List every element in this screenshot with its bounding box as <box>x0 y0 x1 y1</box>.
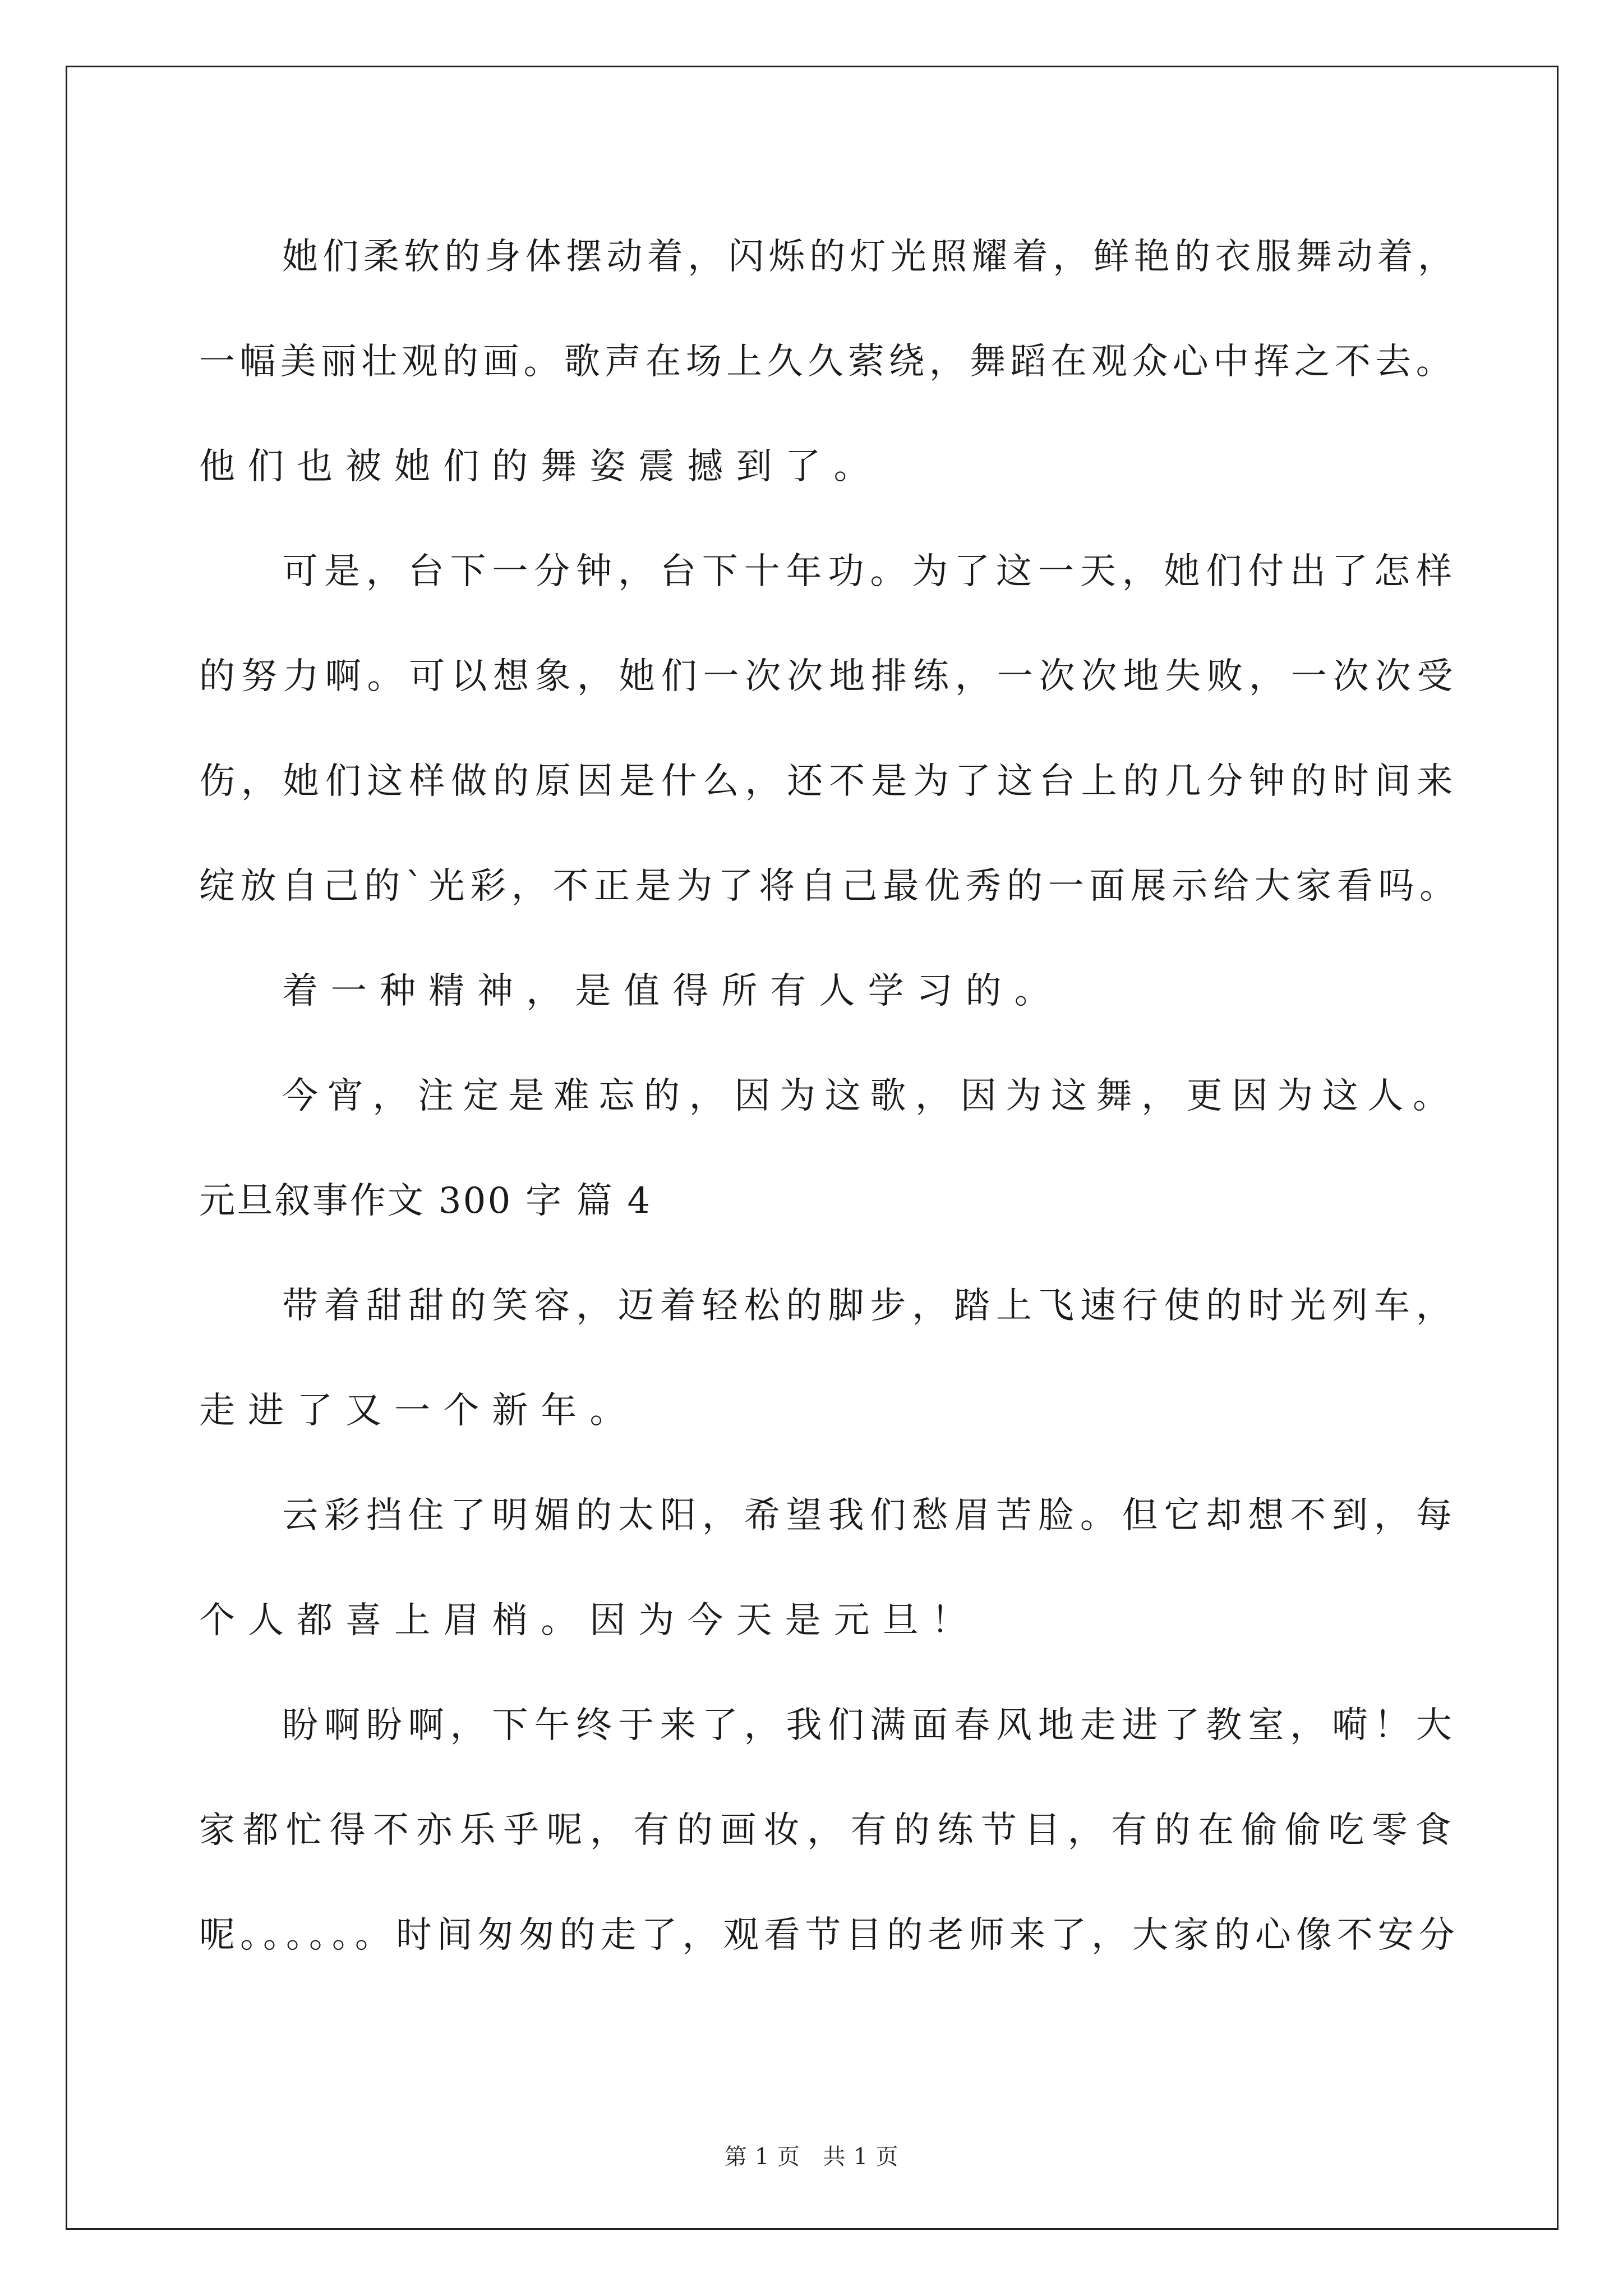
paragraph-line: 走进了又一个新年。 <box>199 1390 639 1432</box>
page-number-footer: 第 1 页 共 1 页 <box>724 2144 899 2170</box>
paragraph-line: 带着甜甜的笑容，迈着轻松的脚步，踏上飞速行使的时光列车， <box>282 1285 1458 1327</box>
paragraph-line: 可是，台下一分钟，台下十年功。为了这一天，她们付出了怎样 <box>282 551 1458 592</box>
paragraph-line: 家都忙得不亦乐乎呢，有的画妆，有的练节目，有的在偷偷吃零食 <box>199 1810 1459 1851</box>
paragraph-line: 他们也被她们的舞姿震撼到了。 <box>199 446 883 487</box>
paragraph-line: 盼啊盼啊，下午终于来了，我们满面春风地走进了教室，嗬！大 <box>282 1705 1458 1746</box>
paragraph-line: 着一种精神，是值得所有人学习的。 <box>282 970 1063 1012</box>
paragraph-line: 云彩挡住了明媚的太阳，希望我们愁眉苦脸。但它却想不到，每 <box>282 1495 1458 1536</box>
paragraph-line: 个人都喜上眉梢。因为今天是元旦！ <box>199 1600 980 1641</box>
paragraph-line: 绽放自己的`光彩，不正是为了将自己最优秀的一面展示给大家看吗。 <box>199 866 1461 907</box>
document-body <box>199 205 1467 1988</box>
paragraph-line: 她们柔软的身体摆动着，闪烁的灯光照耀着，鲜艳的衣服舞动着， <box>282 236 1459 278</box>
paragraph-line: 伤，她们这样做的原因是什么，还不是为了这台上的几分钟的时间来 <box>199 761 1459 802</box>
paragraph-line: 的努力啊。可以想象，她们一次次地排练，一次次地失败，一次次受 <box>199 656 1459 697</box>
paragraph-line: 一幅美丽壮观的画。歌声在场上久久萦绕，舞蹈在观众心中挥之不去。 <box>199 341 1456 383</box>
paragraph-line: 呢。。。。。。时间匆匆的走了，观看节目的老师来了，大家的心像不安分 <box>199 1915 1460 1956</box>
section-heading: 元旦叙事作文 300 字 篇 4 <box>199 1180 652 1222</box>
paragraph-line: 今宵，注定是难忘的，因为这歌，因为这舞，更因为这人。 <box>282 1075 1458 1117</box>
